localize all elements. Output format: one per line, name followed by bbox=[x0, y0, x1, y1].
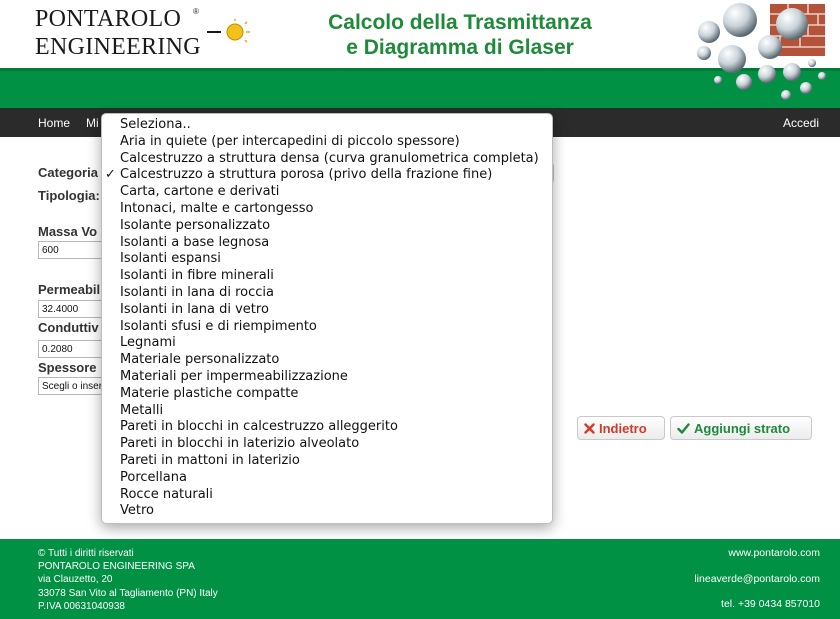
back-button-label: Indietro bbox=[599, 420, 647, 436]
massa-volumica-label: Massa Vo bbox=[38, 224, 98, 239]
dropdown-option-label: Intonaci, malte e cartongesso bbox=[120, 200, 314, 216]
tipologia-label: Tipologia: bbox=[38, 188, 100, 203]
dropdown-option-label: Calcestruzzo a struttura porosa (privo della frazione fine) bbox=[120, 167, 493, 183]
dropdown-option[interactable] bbox=[102, 503, 552, 520]
add-layer-button[interactable] bbox=[670, 416, 812, 440]
conduttivita-input[interactable] bbox=[38, 340, 108, 358]
dropdown-option-label: Legnami bbox=[120, 335, 176, 351]
massa-volumica-input[interactable] bbox=[38, 241, 108, 259]
dropdown-option[interactable] bbox=[102, 319, 552, 336]
dropdown-option[interactable] bbox=[102, 167, 552, 184]
dropdown-option-label: Pareti in mattoni in laterizio bbox=[120, 452, 300, 468]
permeabilita-label: Permeabil bbox=[38, 282, 101, 297]
dropdown-option-label: Seleziona.. bbox=[120, 117, 191, 132]
dropdown-option-label: Pareti in blocchi in laterizio alveolato bbox=[120, 436, 360, 452]
dropdown-option[interactable] bbox=[102, 487, 552, 504]
dropdown-option-label: Materie plastiche compatte bbox=[120, 385, 299, 401]
dropdown-option-label: Rocce naturali bbox=[120, 486, 213, 502]
logo-registered-mark: ® bbox=[193, 7, 199, 16]
back-button[interactable] bbox=[577, 416, 665, 440]
dropdown-option[interactable] bbox=[102, 453, 552, 470]
dropdown-option[interactable] bbox=[102, 184, 552, 201]
dropdown-option-label: Porcellana bbox=[120, 469, 187, 485]
water-drops-brick-icon bbox=[688, 0, 840, 108]
dropdown-option-label: Pareti in blocchi in calcestruzzo alleggerito bbox=[120, 419, 398, 435]
checkmark-icon bbox=[677, 423, 690, 434]
conduttivita-label: Conduttiv bbox=[38, 320, 99, 335]
footer-address bbox=[38, 547, 218, 613]
add-layer-button-label: Aggiungi strato bbox=[694, 420, 791, 436]
nav-login[interactable]: Accedi bbox=[783, 116, 820, 130]
footer-street: via Clauzetto, 20 bbox=[38, 574, 113, 586]
footer bbox=[0, 539, 840, 619]
dropdown-option[interactable] bbox=[102, 302, 552, 319]
dropdown-option-label: Isolanti sfusi e di riempimento bbox=[120, 318, 317, 334]
nav-home[interactable]: Home bbox=[38, 116, 71, 130]
dropdown-option[interactable] bbox=[102, 235, 552, 252]
dropdown-option-label: Materiale personalizzato bbox=[120, 352, 280, 368]
footer-copyright: © Tutti i diritti riservati bbox=[38, 548, 134, 559]
logo-line1: PONTAROLO bbox=[35, 6, 182, 32]
logo-line2: ENGINEERING bbox=[35, 34, 201, 60]
dropdown-option-label: Vetro bbox=[120, 503, 154, 519]
page-title bbox=[290, 10, 630, 60]
footer-website[interactable]: www.pontarolo.com bbox=[728, 547, 820, 559]
dropdown-option[interactable] bbox=[102, 352, 552, 369]
dropdown-option[interactable] bbox=[102, 285, 552, 302]
lightbulb-icon bbox=[205, 19, 251, 45]
footer-email[interactable]: lineaverde@pontarolo.com bbox=[694, 573, 820, 585]
dropdown-option[interactable] bbox=[102, 251, 552, 268]
dropdown-option-label: Isolanti a base legnosa bbox=[120, 234, 270, 250]
permeabilita-input[interactable] bbox=[38, 300, 108, 318]
dropdown-option[interactable] bbox=[102, 201, 552, 218]
company-logo[interactable] bbox=[35, 5, 220, 63]
dropdown-option-label: Metalli bbox=[120, 402, 164, 418]
close-x-icon bbox=[584, 423, 595, 434]
dropdown-option-label: Isolanti in lana di vetro bbox=[120, 301, 269, 317]
dropdown-option-label: Calcestruzzo a struttura densa (curva granulometrica completa) bbox=[120, 150, 539, 166]
dropdown-option[interactable] bbox=[102, 436, 552, 453]
footer-city: 33078 San Vito al Tagliamento (PN) Italy bbox=[38, 587, 218, 599]
spessore-input[interactable] bbox=[38, 377, 108, 395]
dropdown-option[interactable] bbox=[102, 369, 552, 386]
dropdown-option[interactable] bbox=[102, 470, 552, 487]
dropdown-option[interactable] bbox=[102, 151, 552, 168]
dropdown-option[interactable] bbox=[102, 117, 552, 134]
dropdown-option-label: Isolanti espansi bbox=[120, 251, 221, 267]
dropdown-option-label: Materiali per impermeabilizzazione bbox=[120, 368, 348, 384]
dropdown-option[interactable] bbox=[102, 134, 552, 151]
footer-company: PONTAROLO ENGINEERING SPA bbox=[38, 561, 195, 573]
dropdown-option[interactable] bbox=[102, 268, 552, 285]
dropdown-option[interactable] bbox=[102, 386, 552, 403]
dropdown-option[interactable] bbox=[102, 335, 552, 352]
dropdown-option[interactable] bbox=[102, 403, 552, 420]
dropdown-option[interactable] bbox=[102, 218, 552, 235]
dropdown-option-label: Isolanti in lana di roccia bbox=[120, 284, 275, 300]
dropdown-option-label: Aria in quiete (per intercapedini di piccolo spessore) bbox=[120, 133, 460, 149]
dropdown-option-label: Isolanti in fibre minerali bbox=[120, 268, 274, 284]
dropdown-option-label: Isolante personalizzato bbox=[120, 217, 271, 233]
nav-item-partial[interactable]: Mi bbox=[86, 116, 99, 130]
categoria-label: Categoria bbox=[38, 165, 98, 180]
selected-check-icon: ✓ bbox=[105, 167, 116, 183]
dropdown-option[interactable] bbox=[102, 419, 552, 436]
categoria-dropdown-list[interactable] bbox=[101, 113, 553, 524]
dropdown-option-label: Carta, cartone e derivati bbox=[120, 184, 280, 200]
spessore-label: Spessore bbox=[38, 360, 97, 375]
page-title-line1: Calcolo della Trasmittanza bbox=[328, 11, 592, 34]
footer-vat: P.IVA 00631040938 bbox=[38, 600, 125, 612]
page-title-line2: e Diagramma di Glaser bbox=[346, 36, 574, 59]
footer-phone: tel. +39 0434 857010 bbox=[721, 598, 820, 610]
